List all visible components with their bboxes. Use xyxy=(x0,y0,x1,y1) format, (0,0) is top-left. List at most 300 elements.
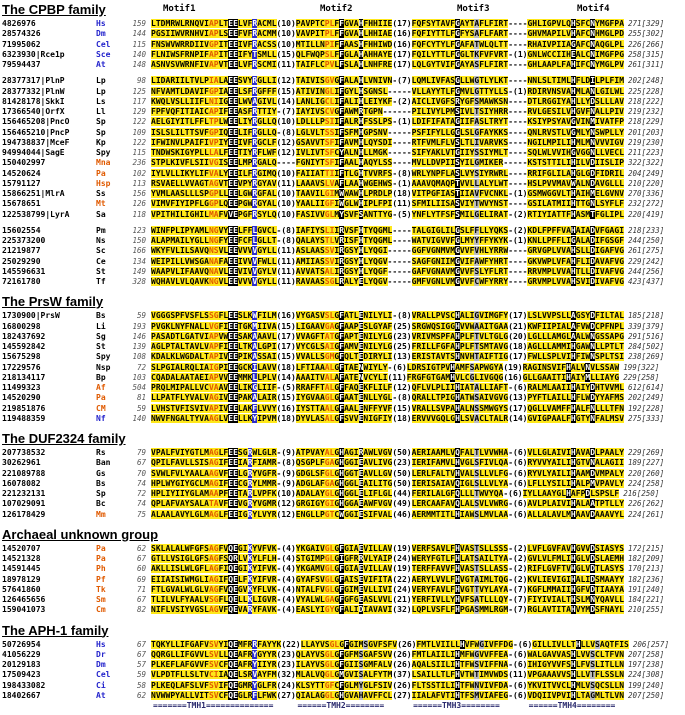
gap-annotation: (50) xyxy=(392,478,412,488)
sequence-id: 14591445 xyxy=(2,564,41,574)
end-position: 291[516] xyxy=(628,331,665,341)
gap-annotation: -(8) xyxy=(276,127,296,137)
gap-annotation: -(6) xyxy=(508,499,528,509)
gap-annotation: ---- xyxy=(508,256,528,266)
alignment-row xyxy=(2,660,685,670)
alignment-row xyxy=(2,148,685,158)
sequence-id: 17366540|OrfX xyxy=(2,107,65,116)
end-position: 184[221] xyxy=(628,595,665,604)
alignment-row xyxy=(2,322,685,332)
end-position: 258[315] xyxy=(628,49,665,59)
end-position: 207[250] xyxy=(628,690,665,700)
organism-code: Dm xyxy=(96,29,106,39)
start-position: 109 xyxy=(132,127,146,137)
start-position: 166 xyxy=(132,246,146,256)
gap-annotation: (19) xyxy=(392,543,412,553)
organism-code: Af xyxy=(96,383,106,392)
gap-annotation: -(4) xyxy=(276,574,296,584)
start-position: 59 xyxy=(136,311,146,321)
sequence-id: 15678651 xyxy=(2,199,41,209)
gap-annotation: ---- xyxy=(508,39,528,49)
gap-annotation: ----- xyxy=(387,266,412,276)
gap-annotation: -(6) xyxy=(508,478,528,488)
gap-annotation: -(4) xyxy=(276,564,296,574)
sequence: FLNIWSFRNPIFAPITEEIFYTSMLL(15)QLFWQPSLFFGLAHAHHAYE(17)FQILYTTLFGGLTKFVFVRT-(1)GNLWCCIIHEALCNIMGFPG xyxy=(151,49,625,59)
organism-code: Pa xyxy=(96,554,106,563)
gap-annotation: (32) xyxy=(392,605,412,615)
gap-annotation: ---- xyxy=(508,148,528,157)
end-position: 226[262] xyxy=(628,499,665,509)
sequence-id: 156465210|PncP xyxy=(2,127,70,137)
sequence-id: 71995062 xyxy=(2,39,41,49)
sequence-id: 156465208|PncO xyxy=(2,117,70,127)
end-position: 244[256] xyxy=(628,266,665,276)
end-position: 210[255] xyxy=(628,605,665,615)
sequence: PVGKLNYFNALLVGFIEETGKMIIVA(15)LIGAAVGAGFAAPESLGYAF(25)SRGWQSIGGHVVWAAITGAA(21)KWFIIPIALAFVWDCPFNPL xyxy=(151,321,625,331)
organism-code: Sa xyxy=(96,209,106,219)
start-position: 113 xyxy=(132,178,146,188)
gap-annotation: (14) xyxy=(508,413,528,423)
gap-annotation: ---- xyxy=(276,158,296,168)
gap-annotation: (20) xyxy=(508,331,528,341)
start-position: 79 xyxy=(136,448,146,457)
gap-annotation: ----- xyxy=(387,86,412,96)
alignment-row xyxy=(2,311,685,321)
alignment-row xyxy=(2,158,685,168)
sequence: IFWINVLPAIFIVPIYEEIVFRGCLF(12)GSAVVTSFIFAVMHLQYSDI----RTFVMLFLVSLTLIVARVKS----NGILMPILIHMLMNVVVIGV xyxy=(151,137,625,147)
organism-code: Lp xyxy=(96,76,106,86)
sequence-id: 14521328 xyxy=(2,554,41,563)
gap-annotation: (44) xyxy=(392,489,412,498)
sequence-id: 50726954 xyxy=(2,639,41,649)
gap-annotation: ----- xyxy=(387,127,412,137)
gap-annotation: -(8) xyxy=(276,236,296,245)
gap-annotation: -(1) xyxy=(508,86,528,96)
gap-annotation: (12) xyxy=(392,383,412,392)
sequence-id: 126178429 xyxy=(2,509,46,519)
organism-code: Rs xyxy=(96,448,106,457)
alignment-row xyxy=(2,691,685,701)
gap-annotation: -(6) xyxy=(508,383,528,392)
sequence-id: 11499323 xyxy=(2,383,41,392)
gap-annotation: ---- xyxy=(508,178,528,188)
start-position: 117 xyxy=(132,96,146,106)
motif4-label: Motif4 xyxy=(577,4,610,14)
end-position: 284[502] xyxy=(628,342,665,351)
start-position: 148 xyxy=(132,60,146,69)
gap-annotation: ---- xyxy=(508,29,528,39)
sequence: WINFPLIPYAMLNGVYEELFFLGVCL-(8)IAFIYSLIIRVSFHTYQGML----TALGIGLILGSLFFLLYQKS-(2)KDLFPFFVAHAIADVFGAGI xyxy=(151,225,625,235)
gap-annotation: -(1) xyxy=(508,49,528,59)
sequence: ISLSLILTTSVFGPIQEELIFRGLLQ-(8)LGLVLTSSIFSFMHGPSNV-----PSFIFYLLGGLSLGFAYKKS----QNLRVSTLVGMLYNSWPLLY xyxy=(151,127,625,137)
gap-annotation: (10) xyxy=(276,39,296,49)
alignment-row xyxy=(2,489,685,499)
gap-annotation: (14) xyxy=(276,372,296,382)
end-position: 261[311] xyxy=(628,60,665,69)
organism-code: Pa xyxy=(96,543,106,553)
family-title: The APH-1 family xyxy=(2,622,109,638)
gap-annotation: (18) xyxy=(392,189,412,198)
gap-annotation: -(6) xyxy=(508,458,528,468)
start-position: 140 xyxy=(132,413,146,423)
gap-annotation: ----- xyxy=(387,246,412,256)
alignment-row xyxy=(2,50,685,60)
sequence: FNSWVWRRDIIVGPITEEIVFRACSS(10)MTILLNPIFFAASHFHHIWD(16)FQFCYTYLFGAFATWLQLTT----RHAIVPIIAGAFCNAQGLPL xyxy=(151,39,625,49)
gap-annotation: (11) xyxy=(276,256,296,266)
gap-annotation: (10) xyxy=(276,199,296,209)
sequence-id: 28377332|PlnW xyxy=(2,86,65,96)
gap-annotation: -(2) xyxy=(508,554,528,563)
gap-annotation: ----- xyxy=(387,148,412,157)
organism-code: Mm xyxy=(96,509,106,519)
sequence: VPITHILIGHILMAFVVEPGFRSYLQ(10)FASIVVGLMYSVFSANTTYG-(5)YNFLYTFSFSMILGELIRAT-(2)RTIYIATTFHASMTFGLIPL xyxy=(151,209,625,219)
sequence-id: 30262961 xyxy=(2,458,41,468)
gap-annotation: ---- xyxy=(508,199,528,209)
organism-code: Hs xyxy=(96,639,106,649)
start-position: 74 xyxy=(136,478,146,488)
end-position: 170[213] xyxy=(628,564,665,574)
organism-code: Ci xyxy=(96,680,106,690)
gap-annotation: -(6) xyxy=(508,448,528,457)
organism-code: St xyxy=(96,266,106,276)
gap-annotation: -(5) xyxy=(392,209,412,219)
gap-annotation: (10) xyxy=(276,168,296,178)
end-position: 220[260] xyxy=(628,468,665,478)
sequence: EIIAISIWMGLIAGIFQELFKYIFVR-(4)GYAFSVGLGFAISEVIFITA(22)AERYLVVLFHVGTAIMLTQG-(2)KVLIEVIGIHALIDSMAAYY xyxy=(151,574,625,584)
organism-code: Spy xyxy=(96,148,111,157)
gap-annotation: ----- xyxy=(387,256,412,266)
alignment-row xyxy=(2,544,685,554)
sequence-id: 126465656 xyxy=(2,595,46,604)
organism-code: Cel xyxy=(96,39,111,49)
sequence: KDALKLWGDALTAPIVEEPIKASSAI(15)VVALLSGMGFQLTEDIRYLI(13)ERISTAVTSHNVHTAIFTIG(17)FWLLSPLVIHFIWNSPLTSI xyxy=(151,352,625,362)
start-position: 72 xyxy=(136,362,146,372)
gap-annotation: (17) xyxy=(508,403,528,413)
sequence: NFVAMTLDAVIFGPIAEELSFRGFFF(15)ATIVINGLIFGYLHSGNSL-----VLLAYYTLFGMVLGTTYLLS-(1)RDIRVNSVAHMLANLGILWL xyxy=(151,86,625,96)
gap-annotation: (10) xyxy=(276,117,296,127)
sequence: WEIPILLVWSGANAFAEEIVVVFWLL(11)AMIIASSVIRGSYHLYQGV-----SAGFGNIIMGVIFAWFYHRT----GKVWPLVFAHFLIDAVAFVG xyxy=(151,256,625,266)
alignment-row xyxy=(2,76,685,86)
start-position: 125 xyxy=(132,86,146,96)
alignment-row xyxy=(2,169,685,179)
gap-annotation: -(7) xyxy=(392,76,412,86)
sequence-id: 94994044|SagE xyxy=(2,148,65,157)
gap-annotation: (11) xyxy=(276,60,296,69)
gap-annotation: -(9) xyxy=(276,468,296,478)
gap-annotation: (10) xyxy=(276,29,296,39)
start-position: 115 xyxy=(132,39,146,49)
gap-annotation: -(4) xyxy=(276,554,296,563)
alignment-row xyxy=(2,479,685,489)
gap-annotation: -(1) xyxy=(392,178,412,188)
family-title: The PrsW family xyxy=(2,294,104,310)
sequence-id: 14520707 xyxy=(2,543,41,553)
start-position: 82 xyxy=(136,605,146,615)
end-position: 210[220] xyxy=(628,178,665,188)
organism-code: At xyxy=(96,60,106,69)
organism-code: Spy xyxy=(96,352,111,362)
sequence: ALAPMAILYGLLNGFYEEFCFLGLLT-(8)QALAYSTLVRISFHTYQGML----WATVIGVVFGLMYYFFYKYK-(1)KNLLPFFLIGALADIFGSGF xyxy=(151,236,625,245)
end-position: 182[209] xyxy=(628,554,665,563)
gap-annotation: -(6) xyxy=(508,690,528,700)
end-position: 199[240] xyxy=(628,680,665,690)
sequence: QPILFAVLLSISAGIFEEIARFIAMR-(8)QSGPLFGAGHGGIEAVLIVG(23)IERIFAMVLHVGLSFIVLQA-(6)RYVVYAILIHGTVNALAGII xyxy=(151,458,625,468)
sequence: SKLALALWFGFSAGFVQEGIKYVFVK-(4)YKGAIVGLGFGIAEVILLAV(19)VERFSAVLFHVASTSLLSSS-(2)LVFLGVFAVHGVVDSIASYS xyxy=(151,543,625,553)
end-position: 339[379] xyxy=(628,321,665,331)
organism-code: Gs xyxy=(96,468,106,478)
gap-annotation: -(6) xyxy=(503,489,523,498)
gap-annotation: -(2) xyxy=(508,225,528,235)
sequence-id: 17229576 xyxy=(2,362,41,372)
sequence: VGGGSPFVSFLSSGFLEESLKWFILM(16)VYGASVSLGFATLENILYLI-(8)VRALLPVSCHALIGVIMGFY(17)LSLVVPSLLAGSYDFILTAL xyxy=(151,311,625,321)
sequence: NWVFNGALTYVAAGLVEELLKYIPVM(18)DYVLASALGFSVVENIGFIY(18)ERVVVGQLGHLSVACLTALR(14)GVIGPAALFHGTYNFALMSV xyxy=(151,413,625,423)
sequence-id: 219851876 xyxy=(2,403,46,413)
sequence-id: 119488359 xyxy=(2,413,46,423)
sequence: RSVAELLVVAGTAGVTEEVPYRGYAV(11)LAAAVSLVAFLAAHWGEHWS-(1)AAAVQMAQPTVVLLALYLWT----HSLPVVMAVWALNDAVGLLL xyxy=(151,178,625,188)
sequence-id: 194738837|MceF xyxy=(2,137,70,147)
sequence-id: 182437692 xyxy=(2,331,46,341)
end-position: 204[249] xyxy=(628,168,665,178)
alignment-row xyxy=(2,554,685,564)
alignment-row xyxy=(2,575,685,585)
sequence: VLPDTFLLSLTVCIIAQELSRVAYFM(32)MLALVQGLGMGVISALFYTM(37)LSAILLTLFHVTWTIMVWDS(11)VPGAAAVVSHLLVTFLSSLN xyxy=(151,670,625,680)
end-position: 216[250] xyxy=(623,489,660,498)
end-position: 218[233] xyxy=(628,225,665,235)
end-position: 202[248] xyxy=(628,76,665,86)
gap-annotation: ---- xyxy=(508,19,528,28)
gap-annotation: (15) xyxy=(276,352,296,362)
gap-annotation: (24) xyxy=(392,584,412,594)
organism-code: Sg xyxy=(96,331,106,341)
sequence-id: 159041073 xyxy=(2,605,46,615)
gap-annotation: (50) xyxy=(392,448,412,457)
sequence-id: 17509423 xyxy=(2,670,41,680)
gap-annotation: -(8) xyxy=(392,311,412,321)
alignment-row xyxy=(2,138,685,148)
end-position: 229[258] xyxy=(623,372,660,382)
organism-code: CM xyxy=(96,403,106,413)
alignment-row xyxy=(2,107,685,117)
gap-annotation: (13) xyxy=(508,393,528,403)
end-position: 244[250] xyxy=(628,236,665,245)
start-position: 62 xyxy=(136,543,146,553)
gap-annotation: (10) xyxy=(276,489,296,498)
alignment-row xyxy=(2,448,685,458)
gap-annotation: -(8) xyxy=(276,225,296,235)
sequence-id: 225373200 xyxy=(2,236,46,245)
sequence: QPLAFVAYSALATAVFEEVGRYVGMR(12)GRGIGYGIGHGGAEAWFVGV(49)LERCAAFAVQLALSVLVWRG-(6)AVLPLAIVIHALAATPTLLY xyxy=(151,499,625,509)
sequence-id: 107029091 xyxy=(2,499,46,509)
gap-annotation: -(1) xyxy=(508,236,528,245)
sequence: PLKEQLAFSLVFSVIFQEGMRYGLFR(24)KLSYTTGFCFGLMYGLFSIV(26)FLTSSTILIHTFWNVIVFDA-(6)YKVITVVCLHMLVSQCSLLN xyxy=(151,680,625,690)
sequence-id: 14520290 xyxy=(2,393,41,403)
organism-code: At xyxy=(96,690,106,700)
organism-code: Kp xyxy=(96,137,106,147)
start-position: 193 xyxy=(132,321,146,331)
gap-annotation: -(6) xyxy=(508,509,528,519)
sequence: HPLWYGIYGCLMAGIFEECGRYLMMR-(9)ADGLAFGAGHGGLEAILITG(50)IERISAIAVQIGLSLLVLYA-(6)LFLLYSILIHALPMVPAVLY xyxy=(151,478,625,488)
families-container xyxy=(2,2,685,701)
start-position: 62 xyxy=(136,690,146,700)
start-position: 103 xyxy=(132,372,146,382)
start-position: 58 xyxy=(136,680,146,690)
gap-annotation: ----- xyxy=(387,277,412,286)
end-position: 229[242] xyxy=(628,256,665,266)
gap-annotation: -(7) xyxy=(508,605,528,615)
alignment-row xyxy=(2,226,685,236)
start-position: 74 xyxy=(136,499,146,509)
end-position: 189[227] xyxy=(628,458,665,468)
gap-annotation: (15) xyxy=(276,321,296,331)
sequence-id: 1730900|PrsW xyxy=(2,311,60,321)
organism-code: Bc xyxy=(96,499,106,509)
organism-code: Ls xyxy=(96,96,106,106)
gap-annotation: (11) xyxy=(276,246,296,256)
gap-annotation: (16) xyxy=(392,39,412,49)
sequence-id: 14520624 xyxy=(2,168,41,178)
gap-annotation: (25) xyxy=(392,321,412,331)
organism-code: Bs xyxy=(96,478,106,488)
gap-annotation: (16) xyxy=(392,29,412,39)
start-position: 156 xyxy=(132,189,146,198)
gap-annotation: (22) xyxy=(281,639,301,649)
start-position: 144 xyxy=(132,29,146,39)
gap-annotation: (26) xyxy=(397,639,417,649)
organism-code: Sp xyxy=(96,117,106,127)
sequence-id: 198433082 xyxy=(2,680,46,690)
start-position: 139 xyxy=(132,342,146,351)
organism-code: Mt xyxy=(96,199,106,209)
sequence: SLPGIALRQLIAIGPIEEGCKILAVV(18)LFTIAAALGFTAENWIYLY-(6)LDRSIGTPVHAMFSAPWGYA(19)RAGINSVIFHALVNVLSSAW xyxy=(151,362,620,372)
sequence: ASNVSVWRNFIVAPVTEELVFRSCMI(11)TAIFLCPVLFSLAHLNHFRE(17)LQLGYTVIFGAYASFLFIRT----GHLAAPLFAHIFCNYMGLPV xyxy=(151,60,625,69)
motif2-label: Motif2 xyxy=(320,4,353,14)
organism-code: Nsp xyxy=(96,362,111,372)
gap-annotation: (14) xyxy=(276,96,296,106)
end-position: 202[249] xyxy=(628,393,665,403)
gap-annotation: -(8) xyxy=(392,168,412,178)
sequence: PASADTLGATVIAPVWEESAKAAAVL(17)VVAGFTATGFAPTENILYLG(23)VRIVMSPFAHPLFTVLTGLG(20)LGLLLAMGLAALWNGSSAPG xyxy=(151,331,625,341)
sequence: HPLIYIIYGLAMAAPFEETARLVPFK(10)ADALAYGLGHGGLELIFLGL(44)FERILALGFQLLLTWVYQA-(6)IYLLAAYGLHAFPDLSPSLF xyxy=(151,489,620,498)
gap-annotation: -(2) xyxy=(508,543,528,553)
gap-annotation: (15) xyxy=(276,49,296,59)
sequence: TQKYLLIFGAFVSVYIQEMFRRFAYYK(22)LLAYVSGLGFGIMSGVFSFV(26)FMTLVIILLHVFWGIVFFDG-(6)GILLIVLLTHLLVSAQTFIS xyxy=(151,639,629,649)
gap-annotation: (24) xyxy=(392,554,412,563)
start-position: 67 xyxy=(136,649,146,659)
alignment-row xyxy=(2,595,685,605)
gap-annotation: ---- xyxy=(508,246,528,256)
alignment-row xyxy=(2,332,685,342)
organism-code: Ban xyxy=(96,458,111,468)
end-position: 261[275] xyxy=(628,246,665,256)
gap-annotation: ---- xyxy=(508,76,528,86)
gap-annotation: -(6) xyxy=(508,649,528,659)
start-position: 150 xyxy=(132,236,146,245)
gap-annotation: ---- xyxy=(508,137,528,147)
sequence-id: 28377317|PlnP xyxy=(2,76,65,86)
family-title: Archaeal unknown group xyxy=(2,526,159,542)
gap-annotation: -(8) xyxy=(392,393,412,403)
alignment-row xyxy=(2,87,685,97)
alignment-row xyxy=(2,236,685,246)
family-title: The CPBP family xyxy=(2,2,106,17)
end-position: 199[322] xyxy=(623,362,660,372)
sequence: AELGIYITLFFLTPLWEELIYRGLLQ(10)LDLLLPSIIFALRHFSSLPS-(1)LDIFIFATAGIIFASLTRYT----KSIYPSYAVGVINMIVATFP xyxy=(151,117,625,127)
gap-annotation: (17) xyxy=(508,352,528,362)
end-position: 172[215] xyxy=(628,543,665,553)
start-position: 122 xyxy=(132,137,146,147)
end-position: 192[228] xyxy=(628,403,665,413)
gap-annotation: -(2) xyxy=(508,574,528,584)
gap-annotation: (12) xyxy=(276,148,296,157)
start-position: 108 xyxy=(132,352,146,362)
start-position: 134 xyxy=(132,256,146,266)
organism-code: Lp xyxy=(96,86,106,96)
organism-code: Pa xyxy=(96,393,106,403)
organism-code: Dr xyxy=(96,649,106,659)
gap-annotation: ---- xyxy=(508,277,528,286)
start-position: 59 xyxy=(136,403,146,413)
gap-annotation: ---- xyxy=(508,96,528,106)
start-position: 115 xyxy=(132,148,146,157)
sequence: FPFVQFITIAICAPIFEEASFRTTIY-(7)IAYIVSCVGFAWMRTGPN------PILIVYLPMSIVLTSIYHRR----RVLGESILVHGVFNALLPIV xyxy=(151,107,624,116)
organism-code: Pm xyxy=(96,225,106,235)
organism-code: Ss xyxy=(96,189,106,198)
sequence: STPLKIVFLSIIVGISEELMPRGALQ----FGNIYTSFIFAALHAQYLSS----MVLLDVPIISYILGMIKER-----KSTSTTILIHILVDIISLIP xyxy=(151,158,625,168)
end-position: 224[258] xyxy=(628,478,665,488)
start-position: 123 xyxy=(132,225,146,235)
gap-annotation: (11) xyxy=(392,199,412,209)
gap-annotation: (18) xyxy=(276,413,296,423)
gap-annotation: (11) xyxy=(276,178,296,188)
motif3-label: Motif3 xyxy=(457,4,490,14)
sequence-id: 122538799|LyrA xyxy=(2,209,70,219)
alignment-row xyxy=(2,670,685,680)
sequence-id: 18402667 xyxy=(2,690,41,700)
end-position: 191[240] xyxy=(628,584,665,594)
alignment-row xyxy=(2,40,685,50)
gap-annotation: (17) xyxy=(508,311,528,321)
sequence: IYLVLLIKYLIFVALYEEILFRGIMQ(10)FAIIATTIIFTLGHTVVRFS-(8)WRLYNPFLASLVYSIYRWRL----RRIFGLILAHGLGDFIDRIL xyxy=(151,168,625,178)
end-position: 219[232] xyxy=(628,107,665,116)
end-position: 423[437] xyxy=(628,277,665,286)
end-position: 219[230] xyxy=(628,137,665,147)
sequence: PRQLMIPALLVCVAAVEELIKGLIIF-(5)RRAFFTALGFFAQEKFLILF(12)QFLVLPLIIHIATALLIAFT-(6)RALMLAAIIHAIYDHTVVML xyxy=(151,383,625,392)
sequence: VPALFVIYGTLMAGLFEESGRWLGLR-(9)ATPVAYALGHAGIRAWLVGV(50)AERIAAMLVQFALTLVVWHA-(6)VLLGLAIVIHAVADLPAALY xyxy=(151,448,625,457)
start-position: 122 xyxy=(132,117,146,127)
gap-annotation: (21) xyxy=(392,595,412,604)
gap-annotation: (37) xyxy=(392,670,412,680)
gap-annotation: (17) xyxy=(392,49,412,59)
end-position: 224[261] xyxy=(628,509,665,519)
sequence-id: 15675298 xyxy=(2,352,41,362)
sequence: LTDMRWLRNQVIAPLTEELVFRACML(10)PAVPTCPLFFGVAHFHHIIE(17)FQFSYTAVFGAYTAFLFIRT----GHLIGPVLQHSFCNYMGFPA xyxy=(151,19,625,28)
sequence: LLPATFLYVALVAGIVEEPAKALAIR(15)IYGVAAGLGFAATENLLYGL-(8)QRALLTPIGHATWSAIVGVG(13)PYFTLAILLHFLWDYYAFMS xyxy=(151,393,625,403)
end-position: 255[302] xyxy=(628,29,665,39)
tmh-annotation: =======TMH1============== ======TMH2======== ======TMH3======== ======TMH4======== xyxy=(153,701,616,710)
sequence-id: 16078082 xyxy=(2,478,41,488)
organism-code: Tk xyxy=(96,584,106,594)
gap-annotation: -(5) xyxy=(276,383,296,392)
sequence-id: 15866251|MlrA xyxy=(2,189,65,198)
start-position: 102 xyxy=(132,168,146,178)
end-position: 270[336] xyxy=(628,189,665,198)
organism-code: Cm xyxy=(96,605,106,615)
alignment-row xyxy=(2,179,685,189)
gap-annotation: ------ xyxy=(382,107,412,116)
alignment-row xyxy=(2,585,685,595)
end-position: 207[258] xyxy=(628,649,665,659)
gap-annotation: (11) xyxy=(508,670,528,680)
